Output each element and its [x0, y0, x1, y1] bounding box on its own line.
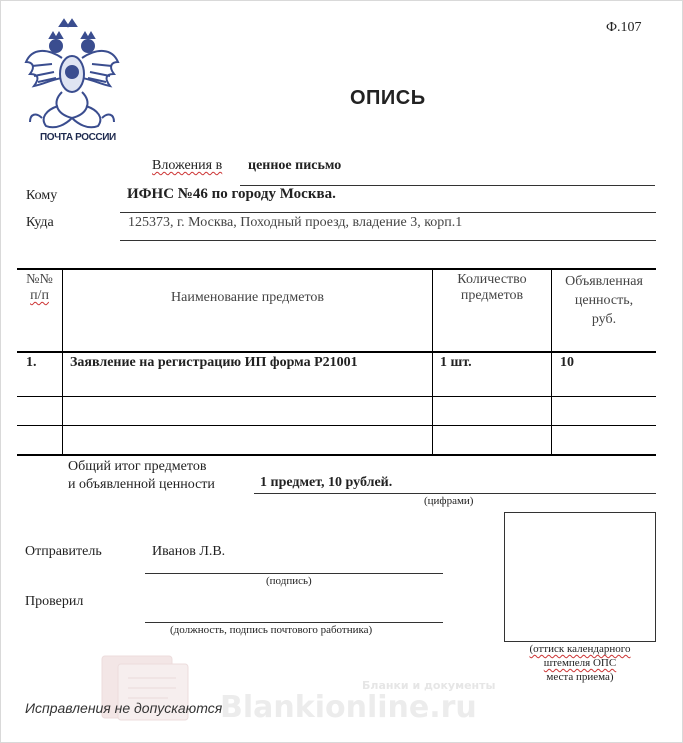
watermark-text: Blankionline.ru — [220, 690, 477, 725]
total-underline — [254, 493, 656, 494]
table-top-border — [17, 268, 656, 270]
logo-text: ПОЧТА РОССИИ — [40, 132, 116, 143]
address-underline — [120, 240, 656, 241]
sender-value: Иванов Л.В. — [152, 544, 226, 559]
total-value: 1 предмет, 10 рублей. — [260, 475, 393, 490]
form-number: Ф.107 — [606, 20, 642, 35]
header-name: Наименование предметов — [171, 290, 324, 305]
total-hint: (цифрами) — [424, 495, 474, 507]
recipient-underline — [120, 212, 656, 213]
checked-underline — [145, 622, 443, 623]
stamp-hint: (оттиск календарного штемпеля ОПС места приема) — [529, 643, 631, 683]
sender-hint: (подпись) — [266, 575, 312, 587]
header-qty: Количество предметов — [457, 272, 527, 303]
enclosure-label: Вложения в — [152, 158, 223, 173]
enclosure-value: ценное письмо — [248, 158, 342, 173]
header-num: №№ п/п — [26, 272, 53, 303]
checked-hint: (должность, подпись почтового работника) — [170, 624, 373, 636]
table-row-border — [17, 396, 656, 397]
row-num: 1. — [26, 355, 37, 370]
page-title: ОПИСЬ — [350, 87, 426, 109]
row-name: Заявление на регистрацию ИП форма Р21001 — [70, 355, 358, 370]
footer-note: Исправления не допускаются — [25, 700, 223, 716]
address-label: Куда — [26, 215, 54, 230]
address-value: 125373, г. Москва, Походный проезд, владение 3, корп.1 — [128, 215, 463, 230]
row-qty: 1 шт. — [440, 355, 472, 370]
table-row-border — [17, 425, 656, 426]
sender-label: Отправитель — [25, 544, 102, 559]
header-value: Объявленная ценность, руб. — [565, 274, 643, 327]
recipient-label: Кому — [26, 188, 58, 203]
recipient-value: ИФНС №46 по городу Москва. — [127, 186, 336, 202]
total-label: Общий итог предметов и объявленной ценности — [68, 459, 215, 492]
table-bottom-border — [17, 454, 656, 456]
double-headed-eagle-icon — [22, 18, 122, 146]
checked-label: Проверил — [25, 594, 84, 609]
stamp-box — [504, 512, 656, 642]
row-value: 10 — [560, 355, 574, 370]
watermark-subtitle: Бланки и документы — [362, 679, 496, 692]
table-header-border — [17, 351, 656, 353]
sender-underline — [145, 573, 443, 574]
